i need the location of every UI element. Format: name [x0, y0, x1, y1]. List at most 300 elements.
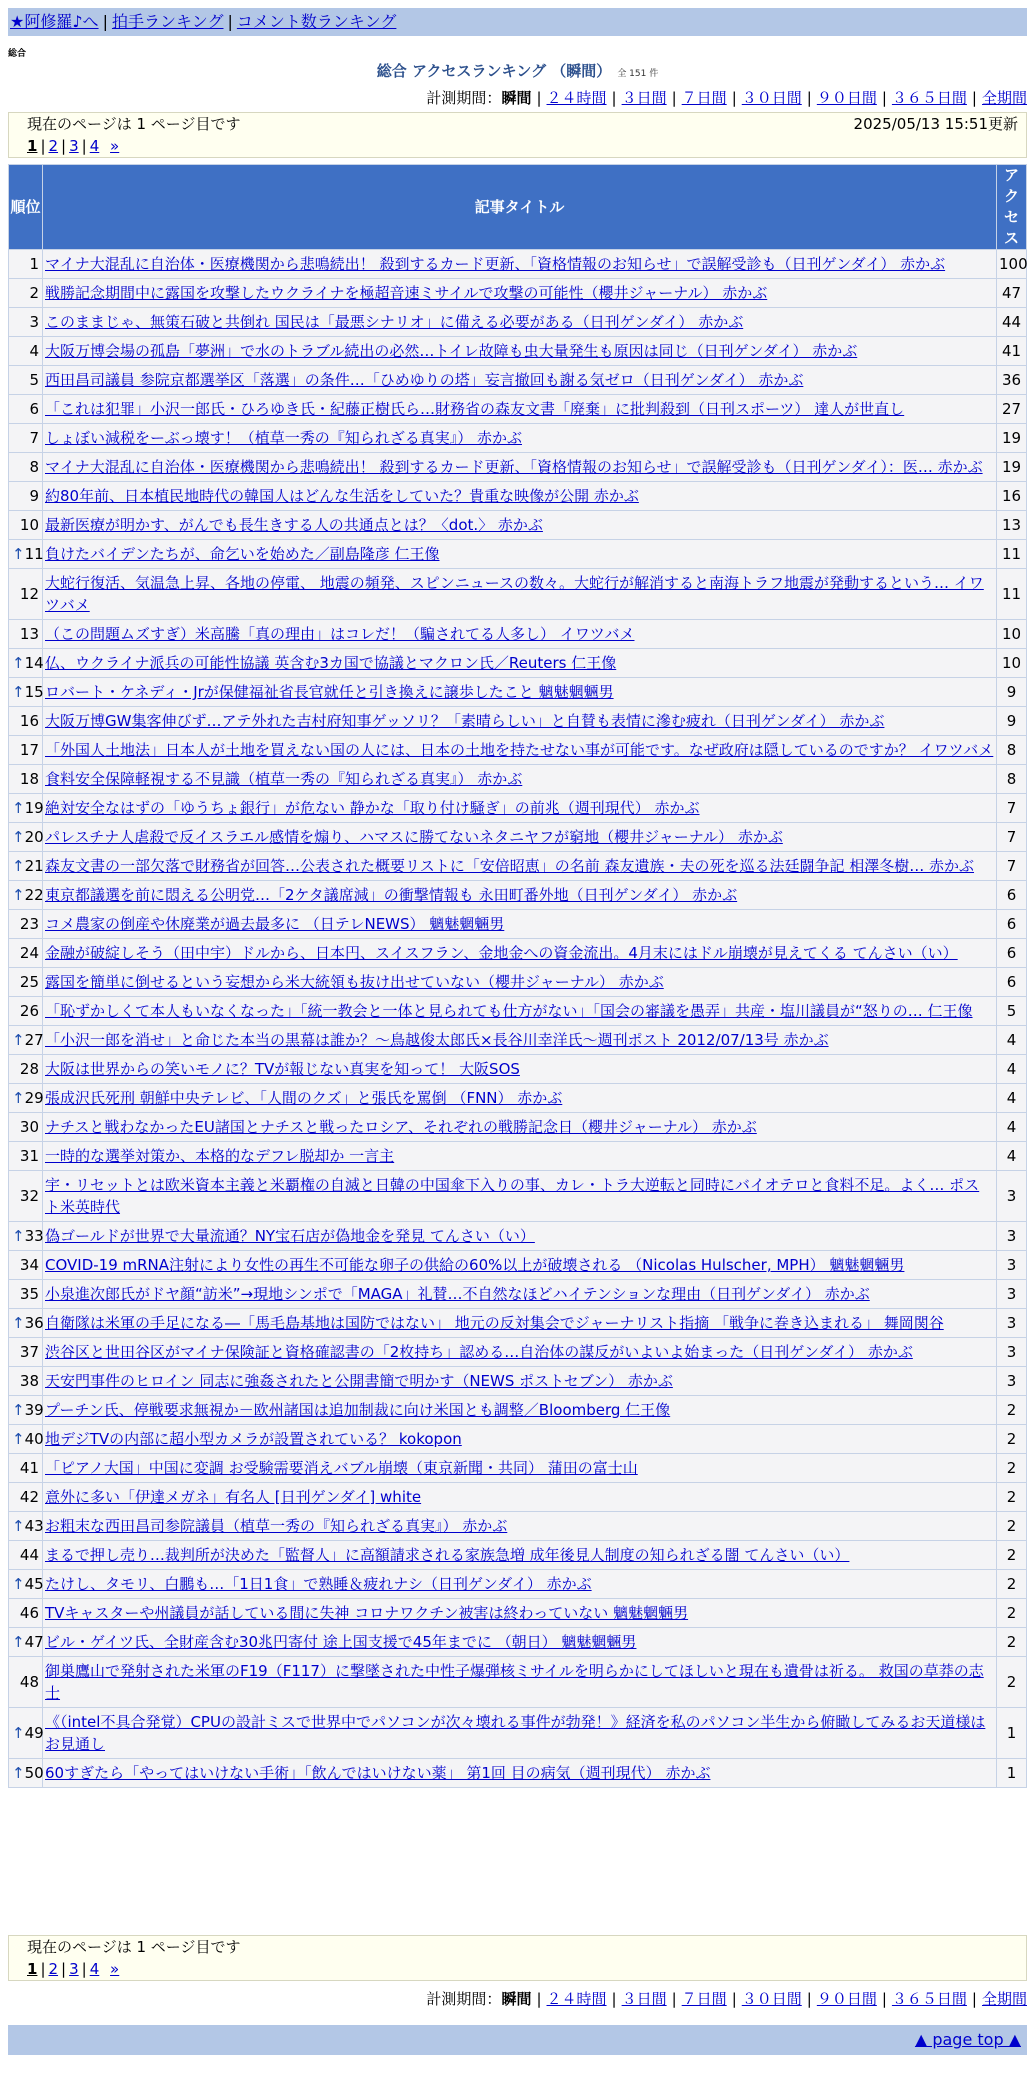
article-link[interactable]: しょぼい減税をーぶっ壊す！（植草一秀の『知られざる真実』） 赤かぶ: [45, 429, 522, 447]
article-link[interactable]: 約80年前、日本植民地時代の韓国人はどんな生活をしていた？貴重な映像が公開 赤かぶ: [45, 487, 639, 505]
table-row: [9, 1425, 1027, 1454]
rank-number: 27: [24, 1031, 44, 1049]
table-row: [9, 707, 1027, 736]
article-link[interactable]: COVID-19 mRNA注射により女性の再生不可能な卵子の供給の60%以上が破壊される （Nicolas Hulscher, MPH） 魑魅魍魎男: [45, 1256, 905, 1274]
article-link[interactable]: マイナ大混乱に自治体・医療機関から悲鳴続出！ 殺到するカード更新、「資格情報のお知らせ」で誤解受診も（日刊ゲンダイ）：医… 赤かぶ: [45, 458, 983, 476]
title-cell: [43, 337, 997, 366]
title-cell: [43, 794, 997, 823]
access-count: 3: [997, 1338, 1027, 1367]
rank-cell: [9, 1142, 43, 1171]
rank-number: 25: [19, 973, 39, 991]
article-link[interactable]: 御巣鷹山で発射された米軍のF19（F117）に撃墜された中性子爆弾核ミサイルを明らかにしてほしいと現在も遺骨は祈る。 救国の草莽の志士: [45, 1662, 984, 1702]
title-cell: [43, 910, 997, 939]
article-link[interactable]: 天安門事件のヒロイン 同志に強姦されたと公開書簡で明かす（NEWS ポストセブン） 赤かぶ: [45, 1372, 673, 1390]
period-link-1[interactable]: ３日間: [621, 89, 667, 107]
table-row: [9, 308, 1027, 337]
article-link[interactable]: 大阪万博GW集客伸びず…アテ外れた吉村府知事ゲッソリ？「素晴らしい」と自賛も表情に滲む疲れ（日刊ゲンダイ） 赤かぶ: [45, 712, 885, 730]
article-link[interactable]: 張成沢氏死刑 朝鮮中央テレビ、「人間のクズ」と張氏を罵倒 （FNN） 赤かぶ: [45, 1089, 563, 1107]
access-count: 6: [997, 939, 1027, 968]
rank-number: 21: [24, 857, 44, 875]
rank-cell: [9, 1657, 43, 1708]
article-link[interactable]: プーチン氏、停戦要求無視か－欧州諸国は追加制裁に向け米国とも調整／Bloomberg 仁王像: [45, 1401, 671, 1419]
table-row: [9, 997, 1027, 1026]
table-row: [9, 1759, 1027, 1788]
rank-number: 11: [24, 545, 44, 563]
table-row: [9, 678, 1027, 707]
period-link-0[interactable]: ２４時間: [546, 89, 607, 107]
access-count: 10: [997, 649, 1027, 678]
period-selector: [426, 87, 1027, 108]
table-row: [9, 765, 1027, 794]
table-row: [9, 1222, 1027, 1251]
rank-number: 35: [19, 1285, 39, 1303]
title-cell: [43, 511, 997, 540]
nav-separator: |: [227, 12, 233, 31]
title-cell: [43, 1171, 997, 1222]
rank-cell: [9, 1396, 43, 1425]
title-cell: [43, 279, 997, 308]
table-row: [9, 1084, 1027, 1113]
access-count: 100: [997, 250, 1027, 279]
table-row: [9, 1280, 1027, 1309]
access-count: 13: [997, 511, 1027, 540]
rank-cell: [9, 250, 43, 279]
title-cell: [43, 1512, 997, 1541]
rank-number: 1: [29, 255, 39, 273]
up-arrow-icon: ↑: [12, 1089, 25, 1107]
title-cell: [43, 1599, 997, 1628]
title-cell: [43, 968, 997, 997]
nav-separator: |: [102, 12, 108, 31]
access-count: 2: [997, 1483, 1027, 1512]
title-cell: [43, 395, 997, 424]
rank-cell: [9, 569, 43, 620]
title-cell: [43, 707, 997, 736]
access-count: 3: [997, 1222, 1027, 1251]
rank-cell: [9, 852, 43, 881]
access-count: 2: [997, 1454, 1027, 1483]
table-row: [9, 1171, 1027, 1222]
rank-cell: [9, 1570, 43, 1599]
article-link[interactable]: このままじゃ、無策石破と共倒れ 国民は「最悪シナリオ」に備える必要がある（日刊ゲンダイ） 赤かぶ: [45, 313, 744, 331]
home-link[interactable]: ★阿修羅♪へ: [10, 12, 99, 31]
rank-cell: [9, 1084, 43, 1113]
access-count: 4: [997, 1055, 1027, 1084]
rank-cell: [9, 1113, 43, 1142]
rank-number: 31: [19, 1147, 39, 1165]
article-link[interactable]: ビル・ゲイツ氏、全財産含む30兆円寄付 途上国支援で45年までに （朝日） 魑魅魍魎男: [45, 1633, 637, 1651]
rank-cell: [9, 308, 43, 337]
period-link-1[interactable]: ３日間: [621, 1990, 667, 2008]
article-link[interactable]: お粗末な西田昌司参院議員（植草一秀の『知られざる真実』） 赤かぶ: [45, 1517, 508, 1535]
article-link[interactable]: 小泉進次郎氏がドヤ顔“訪米”→現地シンポで「MAGA」礼賛…不自然なほどハイテンションな理由（日刊ゲンダイ） 赤かぶ: [45, 1285, 870, 1303]
rank-cell: [9, 453, 43, 482]
access-count: 11: [997, 569, 1027, 620]
rank-cell: [9, 736, 43, 765]
up-arrow-icon: ↑: [12, 886, 25, 904]
table-row: [9, 1483, 1027, 1512]
rank-number: 29: [24, 1089, 44, 1107]
article-link[interactable]: TVキャスターや州議員が話している間に失神 コロナワクチン被害は終わっていない 魑魅魍魎男: [45, 1604, 689, 1622]
table-row: [9, 881, 1027, 910]
rank-number: 17: [19, 741, 39, 759]
access-count: 7: [997, 794, 1027, 823]
table-row: [9, 250, 1027, 279]
page-link-4[interactable]: 4: [89, 1960, 100, 1978]
rank-number: 16: [19, 712, 39, 730]
period-separator: |: [611, 1990, 617, 2008]
up-arrow-icon: ↑: [12, 1314, 25, 1332]
article-link[interactable]: 戦勝記念期間中に露国を攻撃したウクライナを極超音速ミサイルで攻撃の可能性（櫻井ジャーナル） 赤かぶ: [45, 284, 768, 302]
article-link[interactable]: 食料安全保障軽視する不見識（植草一秀の『知られざる真実』） 赤かぶ: [45, 770, 523, 788]
access-count: 2: [997, 1425, 1027, 1454]
rank-cell: [9, 1483, 43, 1512]
article-link[interactable]: 「恥ずかしくて本人もいなくなった」「統一教会と一体と見られても仕方がない」「国会の審議を愚弄」共産・塩川議員が“怒りの… 仁王像: [45, 1002, 973, 1020]
title-cell: [43, 1759, 997, 1788]
access-count: 3: [997, 1280, 1027, 1309]
period-separator: |: [671, 89, 677, 107]
up-arrow-icon: ↑: [12, 654, 25, 672]
page-top-link[interactable]: ▲ page top ▲: [914, 2030, 1021, 2049]
access-count: 41: [997, 337, 1027, 366]
up-arrow-icon: ↑: [12, 799, 25, 817]
rank-number: 28: [19, 1060, 39, 1078]
page-next-link[interactable]: »: [110, 1960, 120, 1978]
page-link-3[interactable]: 3: [69, 137, 79, 155]
period-separator: |: [806, 89, 812, 107]
period-link-6[interactable]: 全期間: [981, 1990, 1027, 2008]
period-link-0[interactable]: ２４時間: [546, 1990, 607, 2008]
article-link[interactable]: 大阪万博会場の孤島「夢洲」で水のトラブル続出の必然…トイレ故障も虫大量発生も原因は同じ（日刊ゲンダイ） 赤かぶ: [45, 342, 858, 360]
table-row: [9, 424, 1027, 453]
page-current: 1: [27, 137, 38, 155]
page-separator: |: [40, 137, 46, 155]
article-link[interactable]: 「小沢一郎を消せ」と命じた本当の黒幕は誰か？～鳥越俊太郎氏×長谷川幸洋氏～週刊ポスト 2012/07/13号 赤かぶ: [45, 1031, 829, 1049]
table-row: [9, 1599, 1027, 1628]
title-cell: [43, 620, 997, 649]
title-cell: [43, 1026, 997, 1055]
up-arrow-icon: ↑: [12, 1764, 25, 1782]
title-cell: [43, 1309, 997, 1338]
article-link[interactable]: 金融が破綻しそう（田中宇）ドルから、日本円、スイスフラン、金地金への資金流出。4月末にはドル崩壊が見えてくる てんさい（い）: [45, 944, 958, 962]
rank-number: 36: [24, 1314, 44, 1332]
rank-cell: [9, 1708, 43, 1759]
article-link[interactable]: たけし、タモリ、白鵬も…「1日1食」で熟睡＆疲れナシ（日刊ゲンダイ） 赤かぶ: [45, 1575, 592, 1593]
page-next-link[interactable]: »: [110, 137, 120, 155]
table-row: [9, 511, 1027, 540]
rank-cell: [9, 620, 43, 649]
period-separator: |: [536, 89, 542, 107]
table-row: [9, 337, 1027, 366]
title-cell: [43, 1113, 997, 1142]
article-link[interactable]: 大阪は世界からの笑いモノに？TVが報じない真実を知って！ 大阪SOS: [45, 1060, 520, 1078]
article-link[interactable]: ロバート・ケネディ・Jrが保健福祉省長官就任と引き換えに譲歩したこと 魑魅魍魎男: [45, 683, 614, 701]
title-cell: [43, 1541, 997, 1570]
table-row: [9, 1367, 1027, 1396]
title-cell: [43, 736, 997, 765]
rank-cell: [9, 794, 43, 823]
period-link-4[interactable]: ９０日間: [816, 1990, 877, 2008]
rank-number: 40: [24, 1430, 44, 1448]
table-row: [9, 794, 1027, 823]
rank-number: 12: [19, 585, 39, 603]
title-cell: [43, 540, 997, 569]
period-current: 瞬間: [501, 1990, 532, 2008]
period-selector: [426, 1988, 1027, 2009]
article-link[interactable]: 60すぎたら「やってはいけない手術」「飲んではいけない薬」 第1回 目の病気（週刊現代） 赤かぶ: [45, 1764, 711, 1782]
access-count: 2: [997, 1541, 1027, 1570]
access-count: 8: [997, 765, 1027, 794]
period-link-2[interactable]: ７日間: [681, 1990, 727, 2008]
rank-number: 6: [29, 400, 39, 418]
page-separator: [102, 1960, 107, 1978]
title-cell: [43, 1708, 997, 1759]
page-link-2[interactable]: 2: [48, 1960, 59, 1978]
article-link[interactable]: 意外に多い「伊達メガネ」有名人 [日刊ゲンダイ] white: [45, 1488, 422, 1506]
article-link[interactable]: 一時的な選挙対策か、本格的なデフレ脱却か 一言主: [45, 1147, 395, 1165]
article-link[interactable]: 東京都議選を前に悶える公明党…「2ケタ議席減」の衝撃情報も 永田町番外地（日刊ゲンダイ） 赤かぶ: [45, 886, 738, 904]
access-count: 11: [997, 540, 1027, 569]
rank-number: 34: [19, 1256, 39, 1274]
rank-cell: [9, 395, 43, 424]
rank-cell: [9, 765, 43, 794]
title-cell: [43, 1628, 997, 1657]
rank-cell: [9, 1759, 43, 1788]
rank-cell: [9, 1599, 43, 1628]
article-link[interactable]: パレスチナ人虐殺で反イスラエル感情を煽り、ハマスに勝てないネタニヤフが窮地（櫻井ジャーナル） 赤かぶ: [45, 828, 783, 846]
title-cell: [43, 1338, 997, 1367]
rank-cell: [9, 649, 43, 678]
up-arrow-icon: ↑: [12, 1401, 25, 1419]
table-row: [9, 366, 1027, 395]
category-label: 総合: [8, 49, 27, 59]
pager-box-top: [8, 112, 1027, 158]
current-page-text: 現在のページは 1 ページ目です: [27, 1938, 241, 1956]
rank-cell: [9, 939, 43, 968]
col-rank-header: 順位: [9, 165, 43, 250]
table-row: [9, 910, 1027, 939]
article-link[interactable]: 偽ゴールドが世界で大量流通？NY宝石店が偽地金を発見 てんさい（い）: [45, 1227, 535, 1245]
rank-number: 49: [24, 1724, 44, 1742]
title-cell: [43, 308, 997, 337]
page-link-3[interactable]: 3: [69, 1960, 79, 1978]
access-count: 8: [997, 736, 1027, 765]
rank-number: 2: [29, 284, 39, 302]
comment-ranking-link[interactable]: コメント数ランキング: [236, 12, 397, 31]
access-count: 9: [997, 678, 1027, 707]
period-link-2[interactable]: ７日間: [681, 89, 727, 107]
period-link-4[interactable]: ９０日間: [816, 89, 877, 107]
table-row: [9, 1055, 1027, 1084]
article-link[interactable]: 最新医療が明かす、がんでも長生きする人の共通点とは？〈dot.〉 赤かぶ: [45, 516, 543, 534]
page-separator: |: [61, 137, 67, 155]
table-row: [9, 1142, 1027, 1171]
article-link[interactable]: 絶対安全なはずの「ゆうちょ銀行」が危ない 静かな「取り付け騒ぎ」の前兆（週刊現代） 赤かぶ: [45, 799, 700, 817]
access-count: 4: [997, 1084, 1027, 1113]
up-arrow-icon: ↑: [12, 1430, 25, 1448]
rank-number: 9: [29, 487, 39, 505]
article-link[interactable]: 「ピアノ大国」中国に変調 お受験需要消えバブル崩壊（東京新聞・共同） 蒲田の富士山: [45, 1459, 638, 1477]
table-row: [9, 1251, 1027, 1280]
rank-cell: [9, 1171, 43, 1222]
period-link-5[interactable]: ３６５日間: [891, 89, 967, 107]
article-link[interactable]: 「外国人土地法」日本人が土地を買えない国の人には、日本の土地を持たせない事が可能です。なぜ政府は隠しているのですか？ イワツバメ: [45, 741, 994, 759]
title-cell: [43, 1483, 997, 1512]
pagination: [9, 1958, 1026, 1980]
rank-number: 14: [24, 654, 44, 672]
table-row: [9, 279, 1027, 308]
access-count: 7: [997, 852, 1027, 881]
table-row: [9, 1512, 1027, 1541]
article-link[interactable]: 西田昌司議員 参院京都選挙区「落選」の条件…「ひめゆりの塔」妄言撤回も謝る気ゼロ（日刊ゲンダイ） 赤かぶ: [45, 371, 804, 389]
col-title-header: 記事タイトル: [43, 165, 997, 250]
page-separator: |: [61, 1960, 67, 1978]
up-arrow-icon: ↑: [12, 545, 25, 563]
rank-cell: [9, 366, 43, 395]
rank-cell: [9, 511, 43, 540]
period-separator: |: [731, 1990, 737, 2008]
article-link[interactable]: 大蛇行復活、気温急上昇、各地の停電、 地震の頻発、スピンニュースの数々。大蛇行が解消すると南海トラフ地震が発動するという… イワツバメ: [45, 574, 984, 614]
table-row: [9, 569, 1027, 620]
page-current: 1: [27, 1960, 38, 1978]
period-separator: |: [806, 1990, 812, 2008]
access-count: 19: [997, 453, 1027, 482]
article-link[interactable]: 負けたバイデンたちが、命乞いを始めた／副島隆彦 仁王像: [45, 545, 440, 563]
table-row: [9, 395, 1027, 424]
table-row: [9, 1541, 1027, 1570]
article-link[interactable]: 宇・リセットとは欧米資本主義と米覇権の自滅と日韓の中国傘下入りの事、カレ・トラ大逆転と同時にバイオテロと食料不足。よく… ポスト米英時代: [45, 1176, 980, 1216]
title-cell: [43, 1657, 997, 1708]
title-cell: [43, 569, 997, 620]
rank-cell: [9, 910, 43, 939]
bottom-bar: [8, 2025, 1027, 2055]
table-row: [9, 482, 1027, 511]
access-count: 2: [997, 1512, 1027, 1541]
article-link[interactable]: 渋谷区と世田谷区がマイナ保険証と資格確認書の「2枚持ち」認める…自治体の謀反がいよいよ始まった（日刊ゲンダイ） 赤かぶ: [45, 1343, 913, 1361]
rank-number: 15: [24, 683, 44, 701]
article-link[interactable]: 《（intel不具合発覚）CPUの設計ミスで世界中でパソコンが次々壊れる事件が勃発！》経済を私のパソコン半生から俯瞰してみるお天道様はお見通し: [45, 1713, 986, 1753]
article-link[interactable]: コメ農家の倒産や休廃業が過去最多に （日テレNEWS） 魑魅魍魎男: [45, 915, 505, 933]
rank-number: 24: [19, 944, 39, 962]
article-link[interactable]: （この問題ムズすぎ）米高騰「真の理由」はコレだ！（騙されてる人多し） イワツバメ: [45, 625, 635, 643]
access-count: 2: [997, 1570, 1027, 1599]
table-row: [9, 1454, 1027, 1483]
period-separator: |: [881, 1990, 887, 2008]
page-link-4[interactable]: 4: [89, 137, 100, 155]
article-link[interactable]: マイナ大混乱に自治体・医療機関から悲鳴続出！ 殺到するカード更新、「資格情報のお知らせ」で誤解受診も（日刊ゲンダイ） 赤かぶ: [45, 255, 946, 273]
table-row: [9, 620, 1027, 649]
table-row: [9, 1657, 1027, 1708]
access-count: 2: [997, 1628, 1027, 1657]
article-link[interactable]: 森友文書の一部欠落で財務省が回答…公表された概要リストに「安倍昭恵」の名前 森友遺族・夫の死を巡る法廷闘争記 相澤冬樹… 赤かぶ: [45, 857, 975, 875]
title-cell: [43, 366, 997, 395]
rank-cell: [9, 424, 43, 453]
rank-cell: [9, 1026, 43, 1055]
access-count: 2: [997, 1657, 1027, 1708]
period-link-3[interactable]: ３０日間: [741, 1990, 802, 2008]
title-cell: [43, 1570, 997, 1599]
title-cell: [43, 765, 997, 794]
total-count: 全 151 件: [617, 69, 659, 79]
access-count: 36: [997, 366, 1027, 395]
article-link[interactable]: 仏、ウクライナ派兵の可能性協議 英含む3カ国で協議とマクロン氏／Reuters 仁王像: [45, 654, 617, 672]
rank-cell: [9, 1628, 43, 1657]
access-count: 10: [997, 620, 1027, 649]
table-row: [9, 1570, 1027, 1599]
access-count: 1: [997, 1759, 1027, 1788]
period-separator: |: [611, 89, 617, 107]
access-count: 6: [997, 881, 1027, 910]
title-cell: [43, 1084, 997, 1113]
article-link[interactable]: 露国を簡単に倒せるという妄想から米大統領も抜け出せていない（櫻井ジャーナル） 赤かぶ: [45, 973, 664, 991]
rank-number: 20: [24, 828, 44, 846]
title-cell: [43, 939, 997, 968]
title-cell: [43, 649, 997, 678]
table-row: [9, 1309, 1027, 1338]
rank-cell: [9, 1367, 43, 1396]
rank-cell: [9, 540, 43, 569]
page-separator: [102, 137, 107, 155]
table-row: [9, 736, 1027, 765]
title-cell: [43, 1142, 997, 1171]
article-link[interactable]: ナチスと戦わなかったEU諸国とナチスと戦ったロシア、それぞれの戦勝記念日（櫻井ジャーナル） 赤かぶ: [45, 1118, 757, 1136]
col-access-header: アクセス: [997, 165, 1027, 250]
up-arrow-icon: ↑: [12, 828, 25, 846]
title-cell: [43, 823, 997, 852]
period-link-3[interactable]: ３０日間: [741, 89, 802, 107]
rank-cell: [9, 1309, 43, 1338]
up-arrow-icon: ↑: [12, 1517, 25, 1535]
access-count: 3: [997, 1367, 1027, 1396]
clap-ranking-link[interactable]: 拍手ランキング: [111, 12, 224, 31]
rank-number: 41: [19, 1459, 39, 1477]
table-row: [9, 1708, 1027, 1759]
article-link[interactable]: まるで押し売り…裁判所が決めた「監督人」に高額請求される家族急増 成年後見人制度の知られざる闇 てんさい（い）: [45, 1546, 850, 1564]
title-cell: [43, 250, 997, 279]
access-count: 27: [997, 395, 1027, 424]
article-link[interactable]: 「これは犯罪」小沢一郎氏・ひろゆき氏・紀藤正樹氏ら…財務省の森友文書「廃棄」に批判殺到（日刊スポーツ） 達人が世直し: [45, 400, 905, 418]
article-link[interactable]: 地デジTVの内部に超小型カメラが設置されている？ kokopon: [45, 1430, 462, 1448]
rank-number: 47: [24, 1633, 44, 1651]
top-nav-bar: [8, 8, 1027, 36]
rank-number: 48: [19, 1673, 39, 1691]
period-link-6[interactable]: 全期間: [981, 89, 1027, 107]
period-separator: |: [536, 1990, 542, 2008]
title-cell: [43, 453, 997, 482]
period-label: 計測期間：: [426, 1990, 502, 2008]
ranking-title: 総合 アクセスランキング （瞬間）: [376, 62, 612, 80]
up-arrow-icon: ↑: [12, 683, 25, 701]
rank-number: 13: [19, 625, 39, 643]
rank-number: 42: [19, 1488, 39, 1506]
title-cell: [43, 678, 997, 707]
page-separator: |: [81, 137, 87, 155]
title-cell: [43, 1055, 997, 1084]
rank-cell: [9, 1338, 43, 1367]
rank-cell: [9, 968, 43, 997]
ranking-table: [8, 164, 1027, 1788]
rank-number: 43: [24, 1517, 44, 1535]
rank-cell: [9, 1222, 43, 1251]
table-row: [9, 1628, 1027, 1657]
rank-number: 19: [24, 799, 44, 817]
rank-cell: [9, 1280, 43, 1309]
rank-cell: [9, 678, 43, 707]
article-link[interactable]: 自衛隊は米軍の手足になる―「馬毛島基地は国防ではない」 地元の反対集会でジャーナリスト指摘 「戦争に巻き込まれる」 舞岡関谷: [45, 1314, 944, 1332]
page-link-2[interactable]: 2: [48, 137, 59, 155]
rank-cell: [9, 337, 43, 366]
period-link-5[interactable]: ３６５日間: [891, 1990, 967, 2008]
